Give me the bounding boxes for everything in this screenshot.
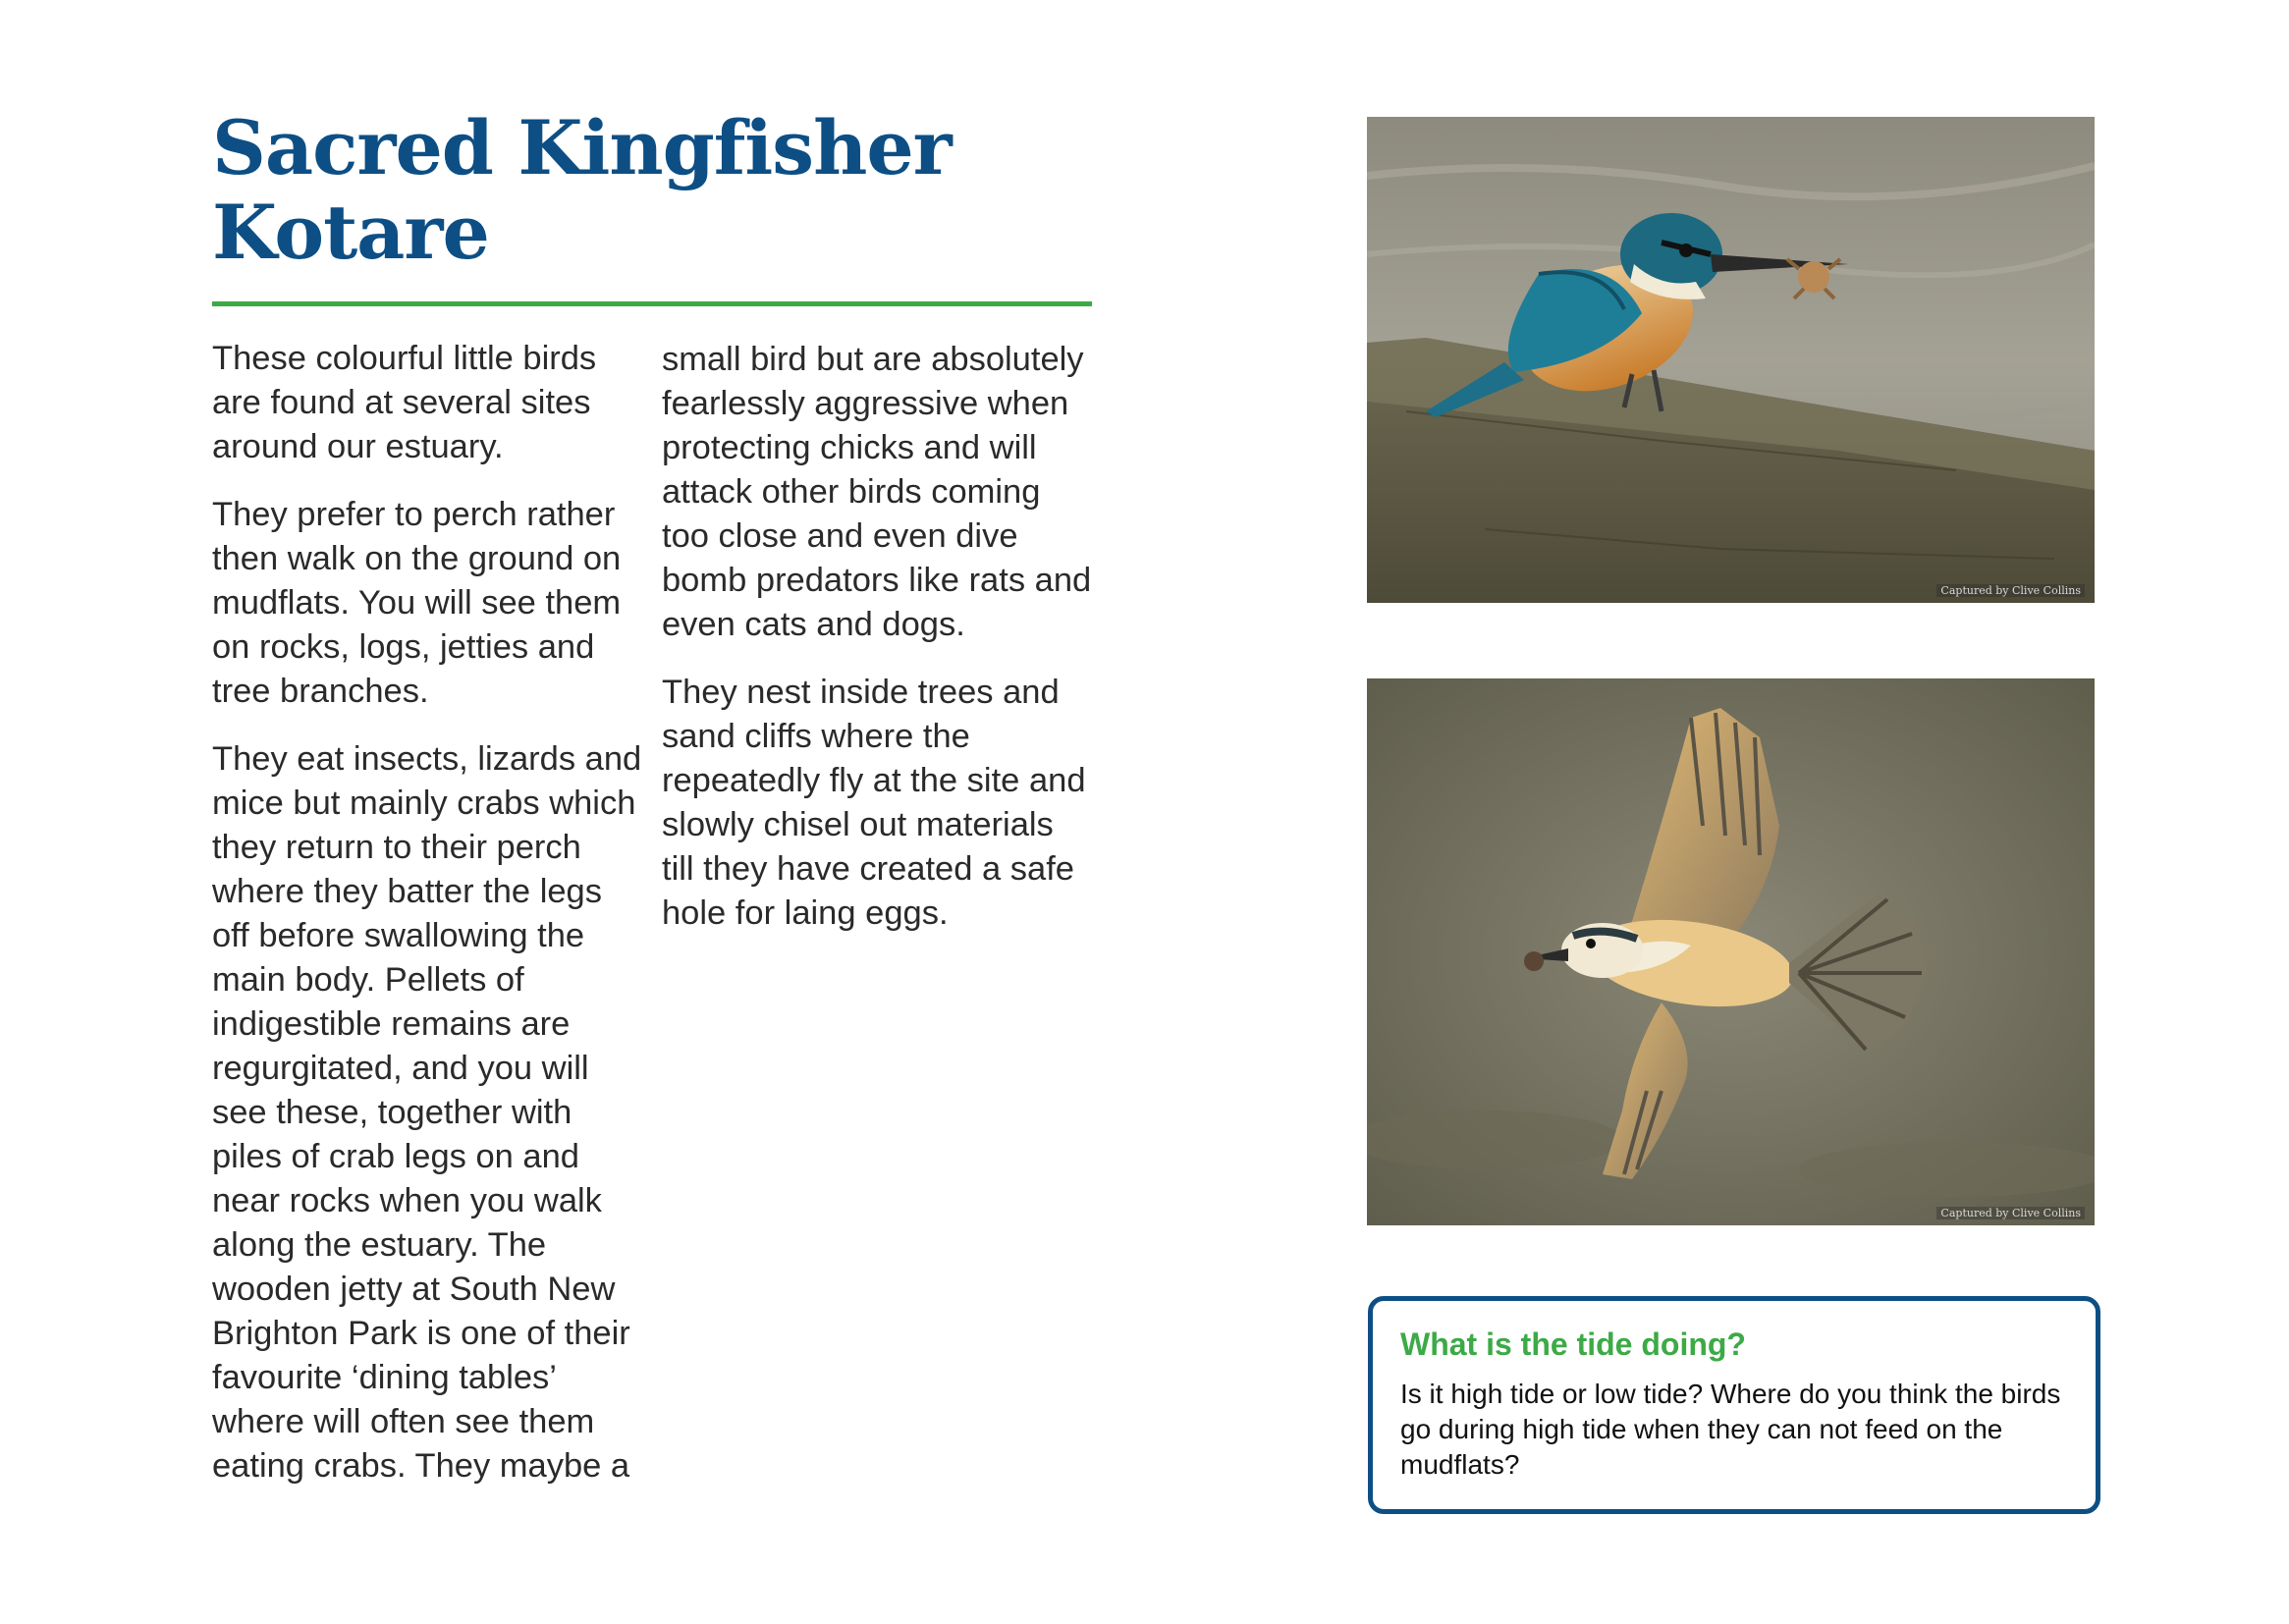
photo-kingfisher-perched bbox=[1367, 117, 2095, 603]
tide-box-heading: What is the tide doing? bbox=[1400, 1326, 1746, 1362]
title-line-maori: Kotare bbox=[212, 189, 489, 276]
photo-credit: Captured by Clive Collins bbox=[1936, 584, 2085, 597]
paragraph: small bird but are absolutely fearlessly aggressive when protecting chicks and will attack other birds coming too close and even dive bomb predators like rats and even cats and dogs. bbox=[662, 341, 1092, 643]
tide-box-body: Is it high tide or low tide? Where do you think the birds go during high tide when they can not feed on the mudflats? bbox=[1400, 1379, 2061, 1480]
paragraph: They nest inside trees and sand cliffs where the repeatedly fly at the site and slowly chisel out materials till they have created a safe hole for laing eggs. bbox=[662, 674, 1086, 932]
kingfisher-flying-illustration bbox=[1367, 678, 2095, 1225]
paragraph: They prefer to perch rather then walk on the ground on mudflats. You will see them on rocks, logs, jetties and tree branches. bbox=[212, 496, 622, 710]
paragraph: They eat insects, lizards and mice but mainly crabs which they return to their perch where they batter the legs off before swallowing the main body. Pellets of indigestible remains are regurgitated, and you will see these, together with piles of crab legs on and near rocks when you walk along the estuary. The wooden jetty at South New Brighton Park is one of their favourite ‘dining tables’ where will often see them eating crabs. They maybe a bbox=[212, 740, 642, 1485]
photo-kingfisher-flying bbox=[1367, 678, 2095, 1225]
title-divider bbox=[212, 301, 1092, 306]
kingfisher-perched-illustration bbox=[1367, 117, 2095, 603]
paragraph: These colourful little birds are found at several sites around our estuary. bbox=[212, 340, 597, 465]
title-line-english: Sacred Kingfisher bbox=[212, 104, 952, 191]
photo-credit: Captured by Clive Collins bbox=[1936, 1207, 2085, 1219]
article-column-right bbox=[662, 338, 1094, 959]
article-column-left bbox=[212, 337, 644, 1512]
tide-question-box bbox=[1368, 1296, 2100, 1514]
page-title bbox=[212, 106, 1096, 275]
